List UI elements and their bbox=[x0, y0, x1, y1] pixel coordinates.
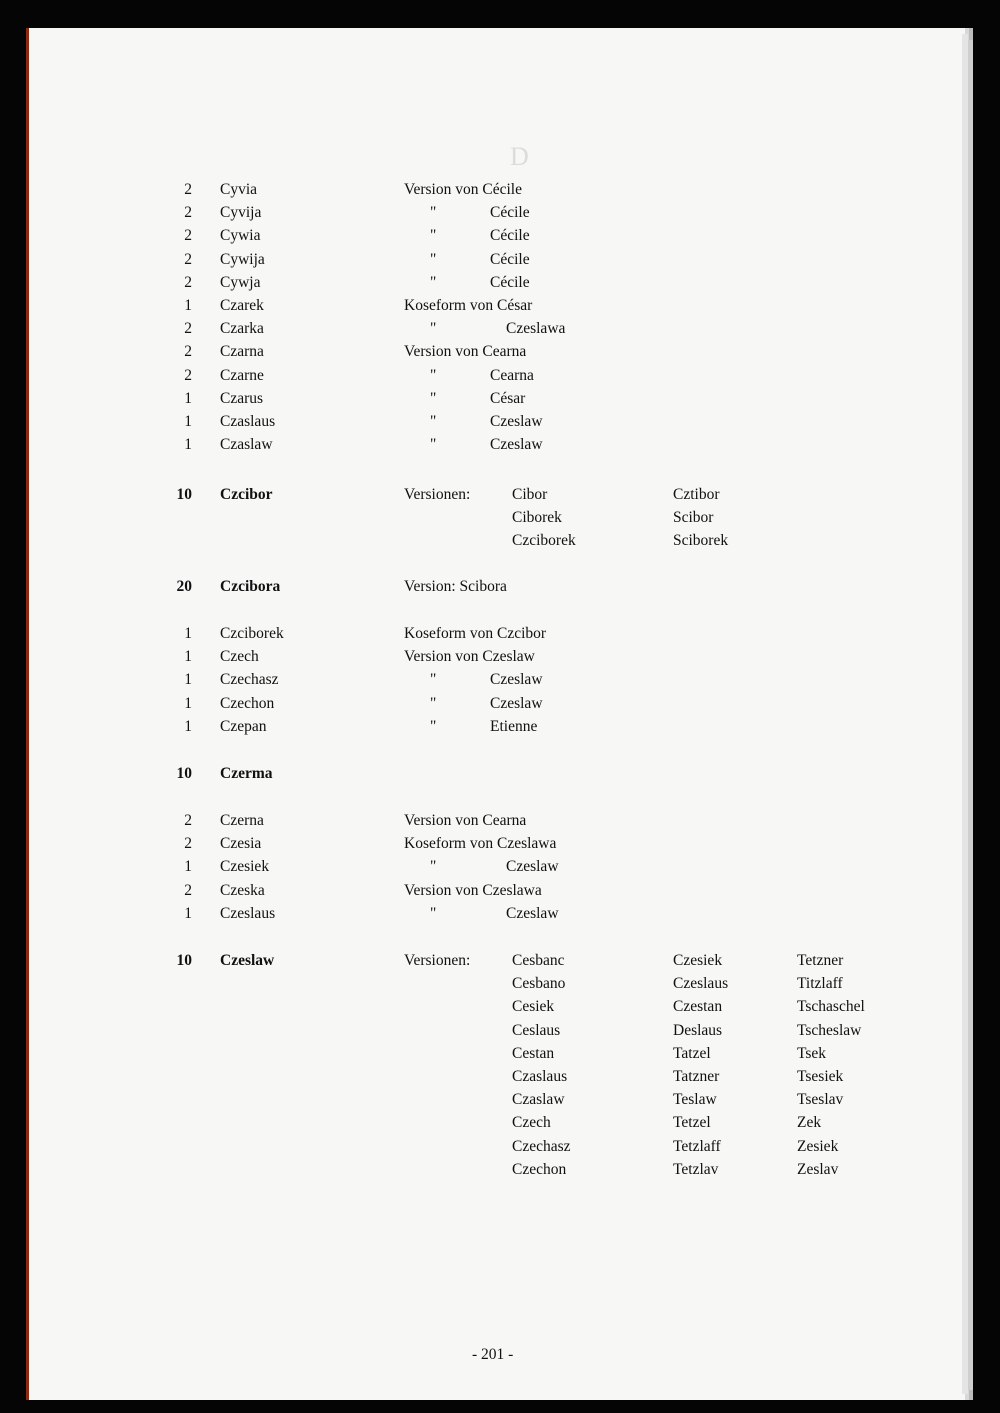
entry-reference: Czeslaw bbox=[506, 904, 559, 922]
entry-description: Version: Scibora bbox=[404, 578, 507, 595]
entry-name: Cyvia bbox=[220, 181, 258, 198]
entry-count: 2 bbox=[184, 812, 192, 829]
version-item: Scibor bbox=[673, 509, 714, 527]
version-item: Ceslaus bbox=[512, 1021, 561, 1039]
entry-name: Czepan bbox=[220, 717, 267, 735]
version-item: Tschaschel bbox=[797, 998, 865, 1016]
entry-count: 2 bbox=[184, 366, 192, 384]
entry-name: Czcibora bbox=[220, 578, 281, 595]
entry-name: Czesiek bbox=[220, 858, 270, 876]
entry-description: Version von Cearna bbox=[404, 812, 527, 829]
version-item: Czeslaus bbox=[673, 975, 729, 993]
entry-name: Czeslaus bbox=[220, 904, 276, 922]
entry-count: 2 bbox=[184, 273, 192, 291]
version-item: Tseslav bbox=[797, 1091, 844, 1109]
ditto-mark: " bbox=[430, 904, 437, 922]
entry-reference: Cécile bbox=[490, 250, 530, 268]
entry-count: 1 bbox=[184, 648, 192, 666]
version-item: Tscheslaw bbox=[797, 1021, 862, 1039]
entry-reference: Etienne bbox=[490, 717, 538, 735]
entry-count: 2 bbox=[184, 181, 192, 198]
entry-reference: Cécile bbox=[490, 204, 530, 222]
entry-count: 2 bbox=[184, 343, 192, 361]
version-item: Tsek bbox=[797, 1044, 827, 1062]
version-item: Czechasz bbox=[512, 1137, 571, 1155]
version-item: Tetzlaff bbox=[673, 1137, 721, 1155]
version-item: Teslaw bbox=[673, 1091, 717, 1109]
ditto-mark: " bbox=[430, 366, 437, 384]
entry-count: 10 bbox=[176, 765, 192, 782]
entry-reference: Czeslaw bbox=[506, 858, 559, 876]
entry-description: Version von Cécile bbox=[404, 181, 522, 198]
entry-description: Koseform von Czeslawa bbox=[404, 835, 557, 853]
entry-count: 1 bbox=[184, 904, 192, 922]
entry-count: 20 bbox=[176, 578, 192, 595]
ditto-mark: " bbox=[430, 320, 437, 338]
entry-name: Czeska bbox=[220, 881, 265, 899]
entry-name: Czechasz bbox=[220, 671, 279, 689]
version-item: Titzlaff bbox=[797, 975, 843, 993]
entry-name: Cywja bbox=[220, 273, 261, 291]
ditto-mark: " bbox=[430, 273, 437, 291]
entry-count: 1 bbox=[184, 413, 192, 430]
bleed-through: D bbox=[510, 142, 529, 171]
entry-name: Czechon bbox=[220, 694, 275, 712]
versions-label: Versionen: bbox=[404, 952, 471, 969]
entry-count: 10 bbox=[176, 952, 192, 969]
entry-name: Czarus bbox=[220, 389, 264, 407]
entry-count: 2 bbox=[184, 881, 192, 899]
entry-count: 1 bbox=[184, 694, 192, 712]
entry-name: Czaslaw bbox=[220, 436, 273, 454]
entry-count: 1 bbox=[184, 671, 192, 689]
page-edge bbox=[968, 40, 973, 1390]
version-item: Tetzlav bbox=[673, 1160, 719, 1178]
entry-count: 1 bbox=[184, 297, 192, 314]
version-item: Czciborek bbox=[512, 532, 576, 550]
entry-name: Cywia bbox=[220, 227, 261, 245]
ditto-mark: " bbox=[430, 436, 437, 454]
entry-name: Czciborek bbox=[220, 625, 284, 642]
entry-description: Version von Czeslaw bbox=[404, 648, 535, 666]
version-item: Sciborek bbox=[673, 532, 729, 550]
entry-name: Czerna bbox=[220, 812, 264, 829]
version-item: Tatzel bbox=[673, 1044, 711, 1062]
versions-label: Versionen: bbox=[404, 486, 471, 503]
entry-count: 1 bbox=[184, 436, 192, 454]
entry-name: Czarna bbox=[220, 343, 264, 361]
version-item: Tetzel bbox=[673, 1114, 711, 1132]
entry-reference: Cécile bbox=[490, 273, 530, 291]
entry-description: Version von Cearna bbox=[404, 343, 527, 361]
entry-count: 2 bbox=[184, 250, 192, 268]
entry-reference: Czeslaw bbox=[490, 413, 543, 430]
version-item: Zesiek bbox=[797, 1137, 839, 1155]
entry-name: Czcibor bbox=[220, 486, 273, 503]
entry-name: Czech bbox=[220, 648, 259, 666]
entry-name: Cyvija bbox=[220, 204, 262, 222]
version-item: Tatzner bbox=[673, 1068, 720, 1085]
entry-description: Koseform von Czcibor bbox=[404, 625, 547, 642]
entry-count: 1 bbox=[184, 389, 192, 407]
version-item: Czaslaw bbox=[512, 1091, 565, 1109]
entry-name: Czerma bbox=[220, 765, 273, 782]
entry-name: Cywija bbox=[220, 250, 265, 268]
entry-reference: Cécile bbox=[490, 227, 530, 245]
ditto-mark: " bbox=[430, 717, 437, 735]
ditto-mark: " bbox=[430, 389, 437, 407]
entry-name: Czarka bbox=[220, 320, 264, 338]
entry-description: Koseform von César bbox=[404, 297, 533, 314]
ditto-mark: " bbox=[430, 227, 437, 245]
ditto-mark: " bbox=[430, 671, 437, 689]
entry-count: 2 bbox=[184, 227, 192, 245]
entry-name: Czeslaw bbox=[220, 952, 275, 969]
ditto-mark: " bbox=[430, 858, 437, 876]
entry-reference: Cearna bbox=[490, 366, 534, 384]
entry-count: 2 bbox=[184, 320, 192, 338]
entry-reference: Czeslaw bbox=[490, 694, 543, 712]
entry-name: Czaslaus bbox=[220, 413, 276, 430]
version-item: Cestan bbox=[512, 1044, 555, 1062]
entry-count: 1 bbox=[184, 625, 192, 642]
entry-count: 1 bbox=[184, 717, 192, 735]
version-item: Cibor bbox=[512, 486, 548, 503]
entry-name: Czesia bbox=[220, 835, 262, 853]
version-item: Zeslav bbox=[797, 1160, 839, 1178]
version-item: Tsesiek bbox=[797, 1068, 844, 1085]
ditto-mark: " bbox=[430, 204, 437, 222]
entry-count: 2 bbox=[184, 835, 192, 853]
entry-count: 2 bbox=[184, 204, 192, 222]
version-item: Czestan bbox=[673, 998, 723, 1016]
entry-reference: Czeslaw bbox=[490, 671, 543, 689]
version-item: Tetzner bbox=[797, 952, 844, 969]
entry-reference: Czeslaw bbox=[490, 436, 543, 454]
version-item: Cesbano bbox=[512, 975, 566, 993]
version-item: Czech bbox=[512, 1114, 551, 1132]
version-item: Cesbanc bbox=[512, 952, 565, 969]
version-item: Cesiek bbox=[512, 998, 555, 1016]
ditto-mark: " bbox=[430, 413, 437, 430]
entry-name: Czarek bbox=[220, 297, 264, 314]
version-item: Czesiek bbox=[673, 952, 723, 969]
version-item: Ciborek bbox=[512, 509, 562, 527]
version-item: Deslaus bbox=[673, 1021, 723, 1039]
version-item: Zek bbox=[797, 1114, 822, 1132]
version-item: Cztibor bbox=[673, 486, 720, 503]
entry-reference: Czeslawa bbox=[506, 320, 566, 338]
entry-reference: César bbox=[490, 389, 526, 407]
entry-description: Version von Czeslawa bbox=[404, 881, 542, 899]
entry-count: 10 bbox=[176, 486, 192, 503]
entry-count: 1 bbox=[184, 858, 192, 876]
ditto-mark: " bbox=[430, 694, 437, 712]
page-number: - 201 - bbox=[472, 1346, 514, 1363]
version-item: Czaslaus bbox=[512, 1068, 568, 1085]
version-item: Czechon bbox=[512, 1160, 567, 1178]
ditto-mark: " bbox=[430, 250, 437, 268]
entry-name: Czarne bbox=[220, 366, 264, 384]
